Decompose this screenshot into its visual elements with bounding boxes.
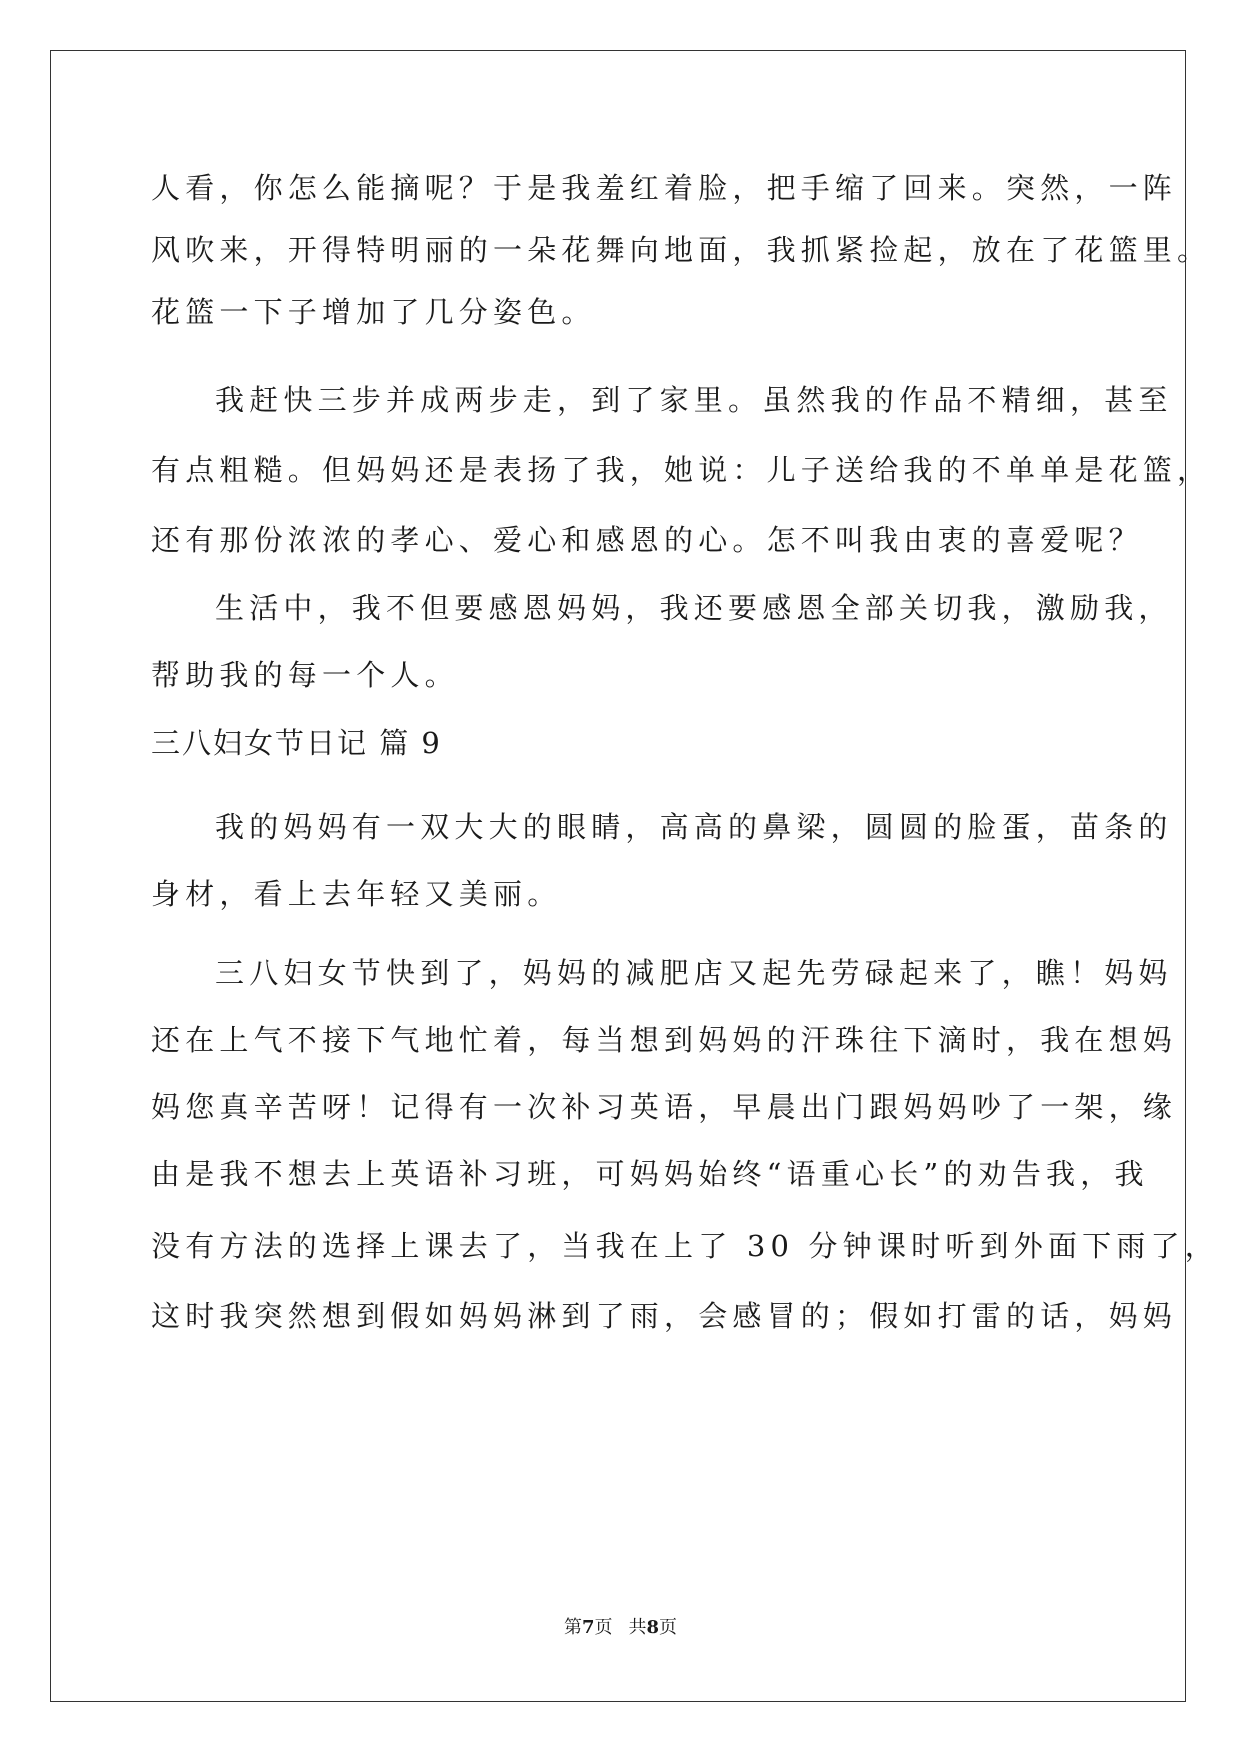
total-pages-number: 8 xyxy=(646,1617,660,1638)
paragraph-start-line: 我的妈妈有一双大大的眼睛，高高的鼻梁，圆圆的脸蛋，苗条的 xyxy=(215,810,1173,844)
total-label-prefix: 共 xyxy=(628,1617,647,1638)
current-page-number: 7 xyxy=(581,1617,595,1638)
body-text-line: 这时我突然想到假如妈妈淋到了雨，会感冒的；假如打雷的话，妈妈 xyxy=(151,1299,1178,1333)
paragraph-start-line: 我赶快三步并成两步走，到了家里。虽然我的作品不精细，甚至 xyxy=(215,383,1173,417)
body-text-line: 花篮一下子增加了几分姿色。 xyxy=(151,295,596,329)
body-text-line: 没有方法的选择上课去了，当我在上了 30 分钟课时听到外面下雨了， xyxy=(151,1229,1219,1263)
page-label-suffix: 页 xyxy=(594,1617,613,1638)
body-text-line: 由是我不想去上英语补习班，可妈妈始终“语重心长”的劝告我，我 xyxy=(151,1157,1149,1191)
body-text-line: 风吹来，开得特明丽的一朵花舞向地面，我抓紧捡起，放在了花篮里。 xyxy=(151,233,1212,267)
body-text-line: 人看，你怎么能摘呢？于是我羞红着脸，把手缩了回来。突然，一阵 xyxy=(151,171,1178,205)
paragraph-start-line: 生活中，我不但要感恩妈妈，我还要感恩全部关切我，激励我， xyxy=(215,591,1173,625)
page-label-prefix: 第 xyxy=(563,1617,582,1638)
body-text-line: 帮助我的每一个人。 xyxy=(151,658,459,692)
paragraph-start-line: 三八妇女节快到了，妈妈的减肥店又起先劳碌起来了，瞧！妈妈 xyxy=(215,956,1173,990)
total-label-suffix: 页 xyxy=(659,1617,678,1638)
body-text-line: 有点粗糙。但妈妈还是表扬了我，她说：儿子送给我的不单单是花篮， xyxy=(151,453,1212,487)
body-text-line: 还有那份浓浓的孝心、爱心和感恩的心。怎不叫我由衷的喜爱呢？ xyxy=(151,523,1143,557)
body-text-line: 妈您真辛苦呀！记得有一次补习英语，早晨出门跟妈妈吵了一架，缘 xyxy=(151,1090,1178,1124)
section-heading: 三八妇女节日记 篇 9 xyxy=(151,726,442,760)
body-text-line: 身材，看上去年轻又美丽。 xyxy=(151,877,562,911)
page-footer xyxy=(0,1616,1241,1640)
body-text-line: 还在上气不接下气地忙着，每当想到妈妈的汗珠往下滴时，我在想妈 xyxy=(151,1023,1178,1057)
